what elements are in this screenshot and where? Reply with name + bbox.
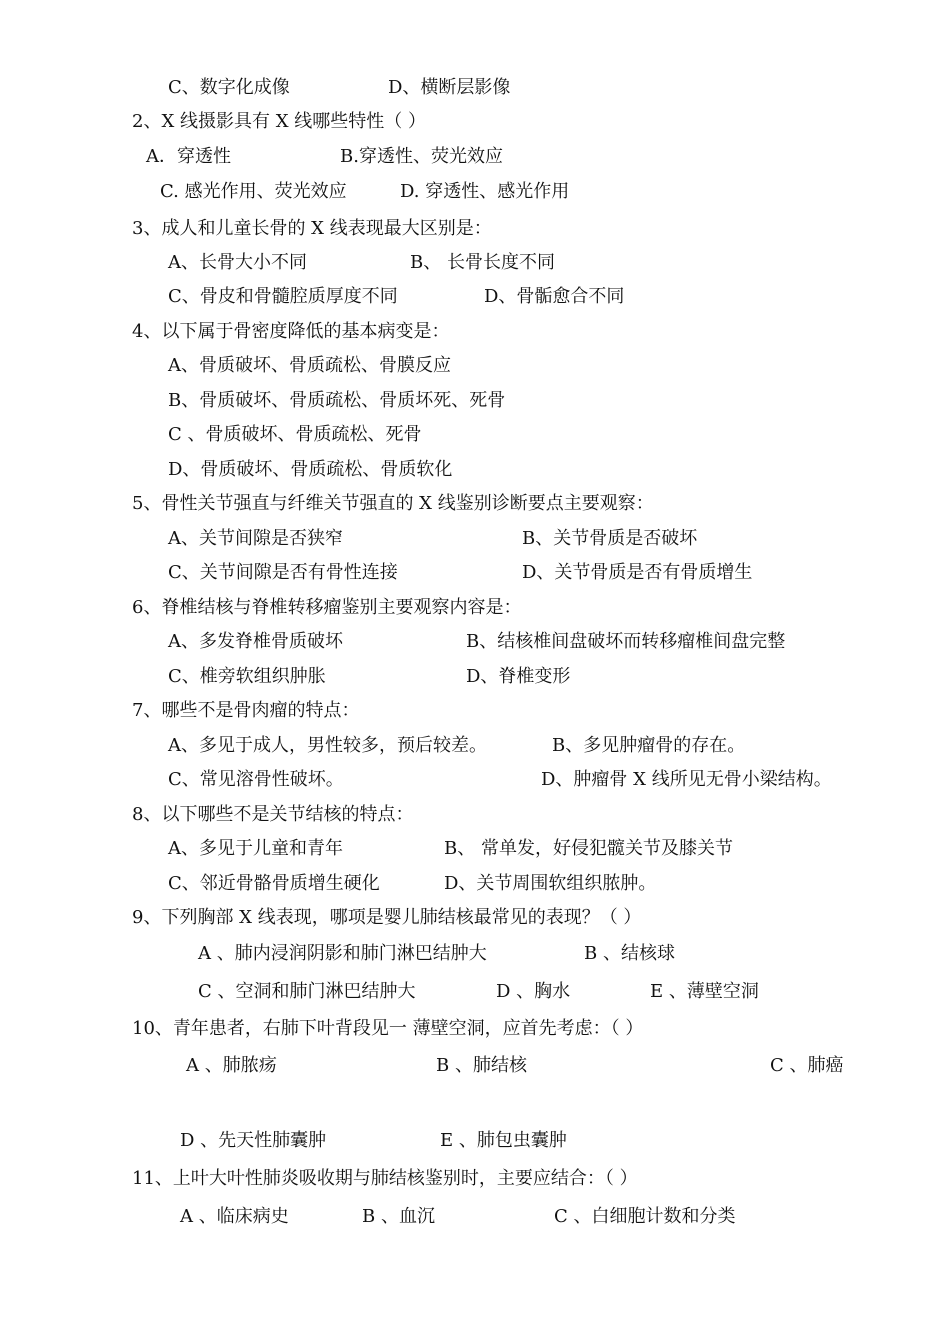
option-text: D. 穿透性、感光作用 — [400, 181, 570, 202]
option-text: C、常见溶骨性破坏。 — [168, 769, 344, 790]
option-text: B 、血沉 — [362, 1206, 435, 1227]
option-text: A 、肺脓疡 — [186, 1055, 277, 1076]
option-text: A、多见于成人，男性较多，预后较差。 — [168, 735, 487, 756]
option-text: B、 长骨长度不同 — [410, 252, 555, 273]
option-text: C 、空洞和肺门淋巴结肿大 — [198, 981, 416, 1002]
option-text: B、结核椎间盘破坏而转移瘤椎间盘完整 — [466, 631, 786, 652]
option-text: C 、骨质破坏、骨质疏松、死骨 — [168, 424, 422, 445]
option-text: B 、结核球 — [584, 943, 675, 964]
option-text: B、 常单发，好侵犯髋关节及膝关节 — [444, 838, 733, 859]
option-text: B、关节骨质是否破坏 — [522, 528, 698, 549]
option-text: C. 感光作用、荧光效应 — [160, 181, 347, 202]
option-text: D 、胸水 — [496, 981, 571, 1002]
question-text: 2、X 线摄影具有 X 线哪些特性（ ） — [132, 111, 426, 132]
option-text: C、椎旁软组织肿胀 — [168, 666, 326, 687]
option-text: B、骨质破坏、骨质疏松、骨质坏死、死骨 — [168, 390, 506, 411]
option-text: A．穿透性 — [146, 146, 231, 167]
option-text: C、关节间隙是否有骨性连接 — [168, 562, 398, 583]
option-text: C、数字化成像 — [168, 77, 290, 98]
option-text: C、邻近骨骼骨质增生硬化 — [168, 873, 380, 894]
option-text: D、骨骺愈合不同 — [484, 286, 625, 307]
option-text: C、骨皮和骨髓腔质厚度不同 — [168, 286, 398, 307]
option-text: A、多发脊椎骨质破坏 — [168, 631, 343, 652]
option-text: C 、白细胞计数和分类 — [554, 1206, 736, 1227]
question-text: 5、骨性关节强直与纤维关节强直的 X 线鉴别诊断要点主要观察： — [132, 493, 654, 514]
option-text: B.穿透性、荧光效应 — [340, 146, 503, 167]
question-text: 4、以下属于骨密度降低的基本病变是： — [132, 321, 450, 342]
option-text: B、多见肿瘤骨的存在。 — [552, 735, 746, 756]
option-text: A 、肺内浸润阴影和肺门淋巴结肿大 — [198, 943, 487, 964]
option-text: D、肿瘤骨 X 线所见无骨小梁结构。 — [541, 769, 832, 790]
option-text: D、脊椎变形 — [466, 666, 571, 687]
question-text: 10、青年患者，右肺下叶背段见一 薄壁空洞，应首先考虑：（ ） — [132, 1018, 644, 1039]
option-text: D、横断层影像 — [388, 77, 511, 98]
question-text: 3、成人和儿童长骨的 X 线表现最大区别是： — [132, 218, 492, 239]
option-text: D 、先天性肺囊肿 — [180, 1130, 327, 1151]
question-text: 7、哪些不是骨肉瘤的特点： — [132, 700, 360, 721]
question-text: 8、以下哪些不是关节结核的特点： — [132, 804, 414, 825]
option-text: B 、肺结核 — [436, 1055, 527, 1076]
option-text: E 、薄壁空洞 — [650, 981, 759, 1002]
option-text: D、关节骨质是否有骨质增生 — [522, 562, 753, 583]
option-text: A、关节间隙是否狭窄 — [168, 528, 343, 549]
option-text: D、骨质破坏、骨质疏松、骨质软化 — [168, 459, 453, 480]
option-text: A、骨质破坏、骨质疏松、骨膜反应 — [168, 355, 451, 376]
question-text: 6、脊椎结核与脊椎转移瘤鉴别主要观察内容是： — [132, 597, 522, 618]
option-text: A、多见于儿童和青年 — [168, 838, 343, 859]
question-text: 11、上叶大叶性肺炎吸收期与肺结核鉴别时，主要应结合：（ ） — [132, 1168, 638, 1189]
option-text: D、关节周围软组织脓肿。 — [444, 873, 657, 894]
option-text: A、长骨大小不同 — [168, 252, 307, 273]
question-text: 9、下列胸部 X 线表现，哪项是婴儿肺结核最常见的表现？（ ） — [132, 907, 642, 928]
option-text: A 、临床病史 — [180, 1206, 289, 1227]
option-text: C 、肺癌 — [770, 1055, 844, 1076]
option-text: E 、肺包虫囊肿 — [440, 1130, 567, 1151]
